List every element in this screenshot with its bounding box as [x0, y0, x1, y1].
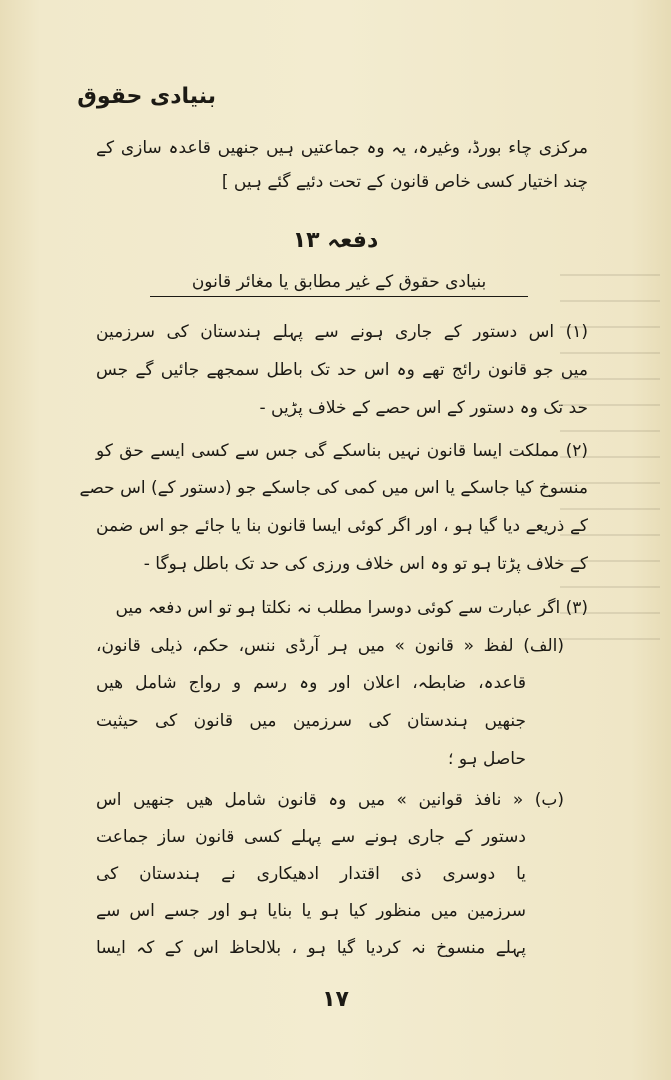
clause1-line-1: (۱) اس دستور کے جاری ہونے سے پہلے ہندستان کی سرزمین: [96, 322, 588, 342]
sub-a-line-4: حاصل ہو ؛: [448, 749, 526, 769]
sub-a-line-3: جنھیں ہندستان کی سرزمین میں قانون کی حیثیت: [96, 711, 526, 731]
sub-b-line-4: سرزمین میں منظور کیا ہو یا بنایا ہو اور جسے اس سے: [96, 901, 526, 921]
sub-b-line-5: پہلے منسوخ نہ کردیا گیا ہو ، بلالحاظ اس کے کہ ایسا: [96, 938, 526, 958]
sub-b-line-3: یا دوسری ذی اقتدار ادھیکاری نے ہندستان کی: [96, 864, 526, 884]
sub-b-line-2: دستور کے جاری ہونے سے پہلے کسی قانون ساز جماعت: [96, 827, 526, 847]
intro-line-2: چند اختیار کسی خاص قانون کے تحت دئیے گئے ہیں ]: [221, 172, 588, 192]
clause2-line-1: (۲) مملکت ایسا قانون نہیں بناسکے گی جس سے کسی ایسے حق کو: [96, 441, 588, 461]
section-subtitle: بنیادی حقوق کے غیر مطابق یا مغائر قانون: [150, 271, 528, 297]
running-head: بنیادی حقوق: [77, 84, 216, 109]
clause2-line-4: کے خلاف پڑتا ہو تو وہ اس خلاف ورزی کی حد تک باطل ہوگا -: [143, 554, 588, 574]
section-title: دفعہ ۱۳: [292, 228, 379, 253]
sub-a-line-2: قاعدہ، ضابطہ، اعلان اور وہ رسم و رواج شامل ھیں: [96, 673, 526, 693]
clause1-line-2: میں جو قانون رائج تھے وہ اس حد تک باطل سمجھے جائیں گے جس: [96, 360, 588, 380]
intro-line-1: مرکزی چاء بورڈ، وغیرہ، یہ وہ جماعتیں ہیں جنھیں قاعدہ سازی کے: [96, 138, 588, 158]
page-number: ۱۷: [322, 987, 349, 1012]
clause3-intro: (۳) اگر عبارت سے کوئی دوسرا مطلب نہ نکلتا ہو تو اس دفعہ میں: [115, 598, 588, 618]
clause1-line-3: حد تک وہ دستور کے اس حصے کے خلاف پڑیں -: [259, 398, 588, 418]
clause2-line-2: منسوخ کیا جاسکے یا اس میں کمی کی جاسکے جو (دستور کے) اس حصے: [79, 478, 588, 498]
sub-b-line-1: (ب) « نافذ قوانین » میں وہ قانون شامل ھیں جنھیں اس: [96, 790, 564, 810]
sub-a-line-1: (الف) لفظ « قانون » میں ہر آرڈی ننس، حکم، ذیلی قانون،: [96, 636, 564, 656]
clause2-line-3: کے ذریعے دیا گیا ہو ، اور اگر کوئی ایسا قانون بنا یا جائے جو اس ضمن: [96, 516, 588, 536]
